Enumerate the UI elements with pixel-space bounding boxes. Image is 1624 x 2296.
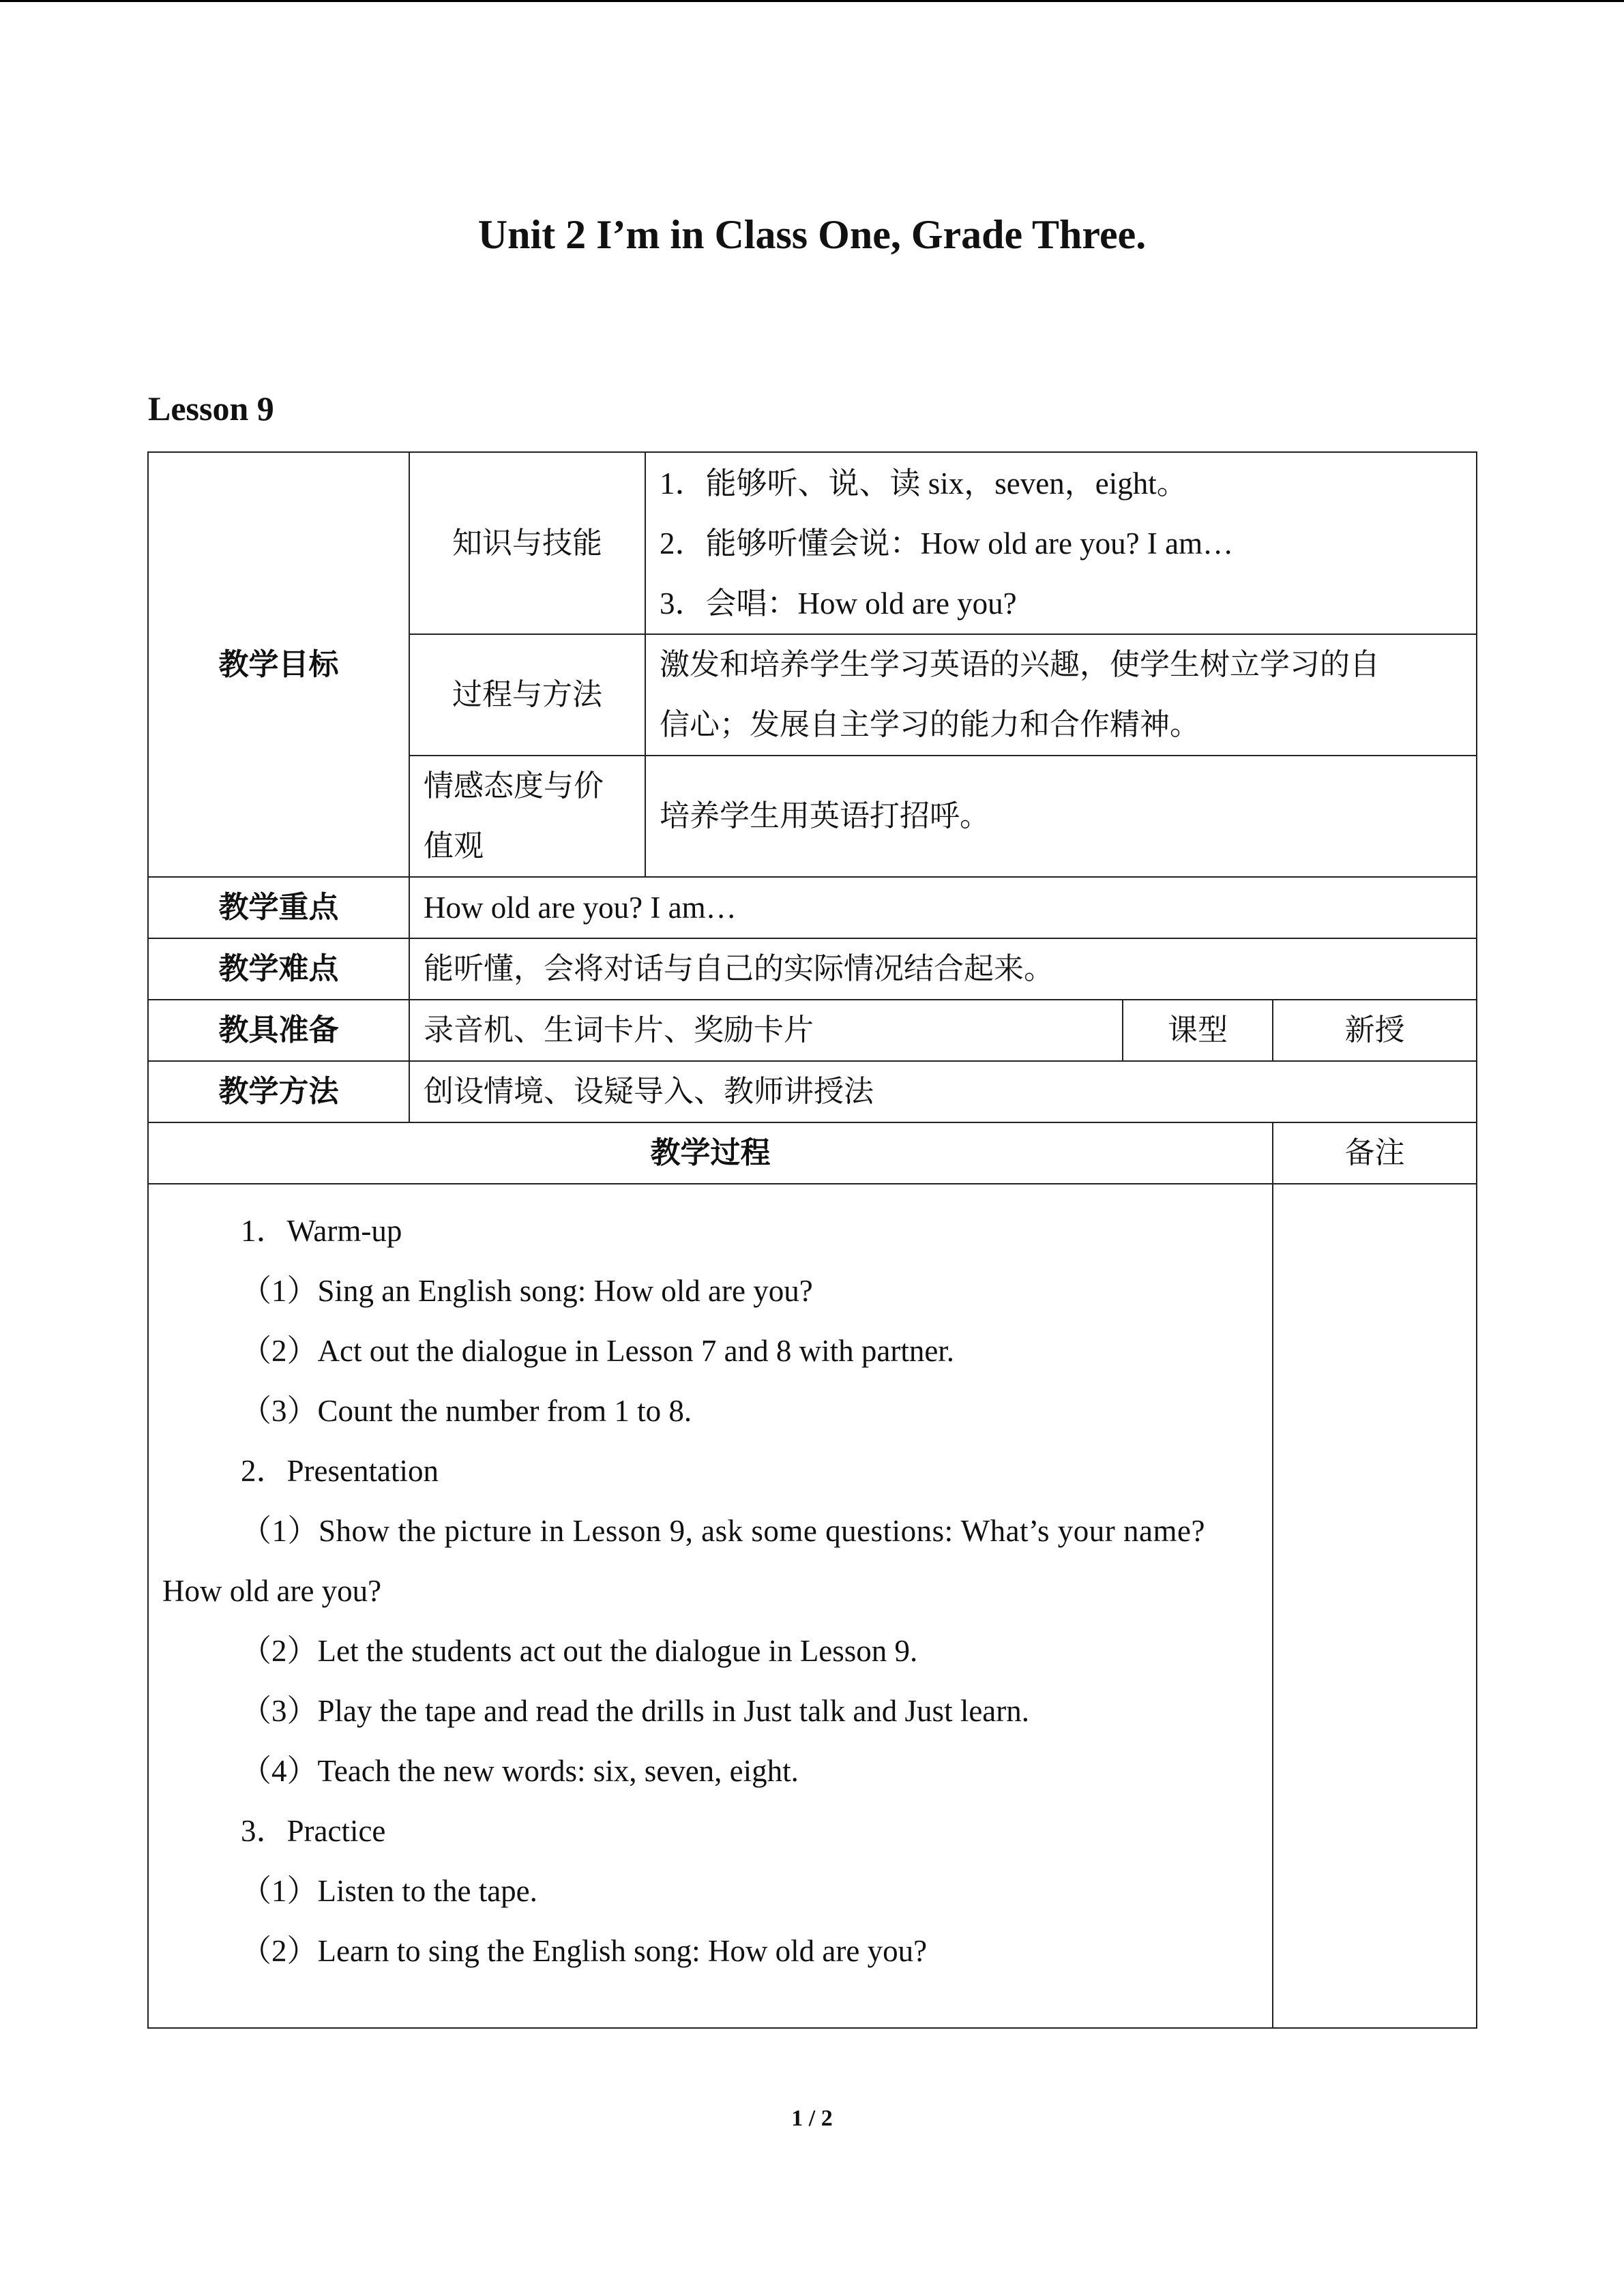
emotion-values-label (409, 756, 645, 877)
difficulty-label: 教学难点 (148, 938, 409, 1000)
emotion-values-content: 培养学生用英语打招呼。 (645, 756, 1477, 877)
lesson-plan-sheet (147, 451, 1476, 2025)
objectives-label: 教学目标 (148, 452, 409, 877)
process-line: （2）Act out the dialogue in Lesson 7 and 8 with partner. (241, 1334, 955, 1368)
emotion-label-line-1: 情感态度与价 (424, 769, 604, 803)
lesson-type-label: 课型 (1123, 1000, 1273, 1061)
process-line: 1．Warm-up (241, 1214, 402, 1248)
difficulty-row (148, 938, 1477, 1000)
page-top-border (0, 0, 1624, 2)
method-label: 教学方法 (148, 1061, 409, 1122)
process-method-line-1: 激发和培养学生学习英语的兴趣，使学生树立学习的自 (660, 647, 1380, 682)
process-line: （1）Listen to the tape. (241, 1874, 537, 1908)
tools-row (148, 1000, 1477, 1061)
key-point-row (148, 877, 1477, 938)
key-point-content: How old are you? I am… (409, 877, 1477, 938)
process-line: （1）Sing an English song: How old are you? (241, 1274, 813, 1308)
process-line: 3．Practice (241, 1814, 386, 1848)
process-line: （4）Teach the new words: six, seven, eight. (241, 1754, 799, 1788)
objectives-row-knowledge (148, 452, 1477, 634)
process-header: 教学过程 (148, 1122, 1273, 1184)
lesson-plan-table (147, 451, 1477, 2029)
process-line: （3）Count the number from 1 to 8. (241, 1394, 692, 1428)
process-method-content (645, 634, 1477, 756)
process-method-line-2: 信心；发展自主学习的能力和合作精神。 (660, 707, 1200, 742)
tools-content: 录音机、生词卡片、奖励卡片 (409, 1000, 1123, 1061)
difficulty-content: 能听懂，会将对话与自己的实际情况结合起来。 (409, 938, 1477, 1000)
key-point-label: 教学重点 (148, 877, 409, 938)
method-row (148, 1061, 1477, 1122)
document-title: Unit 2 I’m in Class One, Grade Three. (477, 212, 1147, 257)
process-line: 2．Presentation (241, 1454, 439, 1488)
page-number: 1 / 2 (791, 2106, 833, 2131)
process-line: How old are you? (162, 1574, 382, 1608)
process-body-row (148, 1184, 1477, 2028)
notes-content (1273, 1184, 1477, 2028)
notes-header: 备注 (1273, 1122, 1477, 1184)
lesson-type-value: 新授 (1273, 1000, 1477, 1061)
process-content (148, 1184, 1273, 2028)
tools-label: 教具准备 (148, 1000, 409, 1061)
knowledge-skills-label: 知识与技能 (409, 452, 645, 634)
knowledge-line-1: 1．能够听、说、读 six，seven，eight。 (660, 466, 1187, 501)
process-line: （2）Let the students act out the dialogue in Lesson 9. (241, 1634, 918, 1668)
knowledge-skills-content (645, 452, 1477, 634)
process-header-row (148, 1122, 1477, 1184)
lesson-heading: Lesson 9 (148, 389, 274, 428)
process-method-label: 过程与方法 (409, 634, 645, 756)
method-content: 创设情境、设疑导入、教师讲授法 (409, 1061, 1477, 1122)
knowledge-line-2: 2．能够听懂会说：How old are you? I am… (660, 526, 1234, 561)
emotion-label-line-2: 值观 (424, 829, 484, 863)
process-line: （1）Show the picture in Lesson 9, ask some questions: What’s your name? (241, 1514, 1205, 1548)
process-line: （3）Play the tape and read the drills in Just talk and Just learn. (241, 1694, 1030, 1728)
process-line: （2）Learn to sing the English song: How old are you? (241, 1934, 928, 1968)
knowledge-line-3: 3．会唱：How old are you? (660, 586, 1017, 621)
